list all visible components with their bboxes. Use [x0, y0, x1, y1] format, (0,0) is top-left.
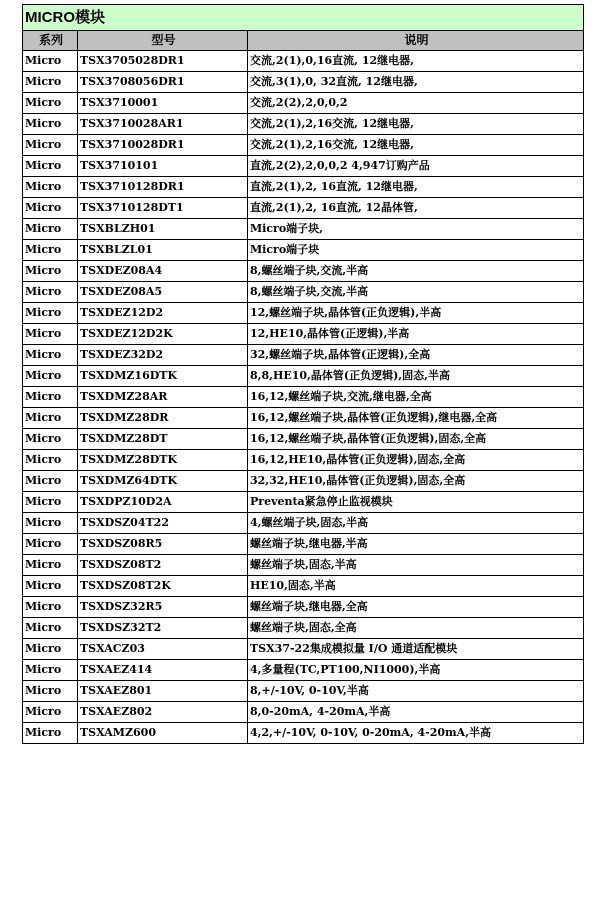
- description-cell: 螺丝端子块,固态,全高: [248, 618, 584, 639]
- model-cell: TSXDEZ12D2: [78, 303, 248, 324]
- description-cell: 32,32,HE10,晶体管(正负逻辑),固态,全高: [248, 471, 584, 492]
- series-cell: Micro: [23, 219, 78, 240]
- series-cell: Micro: [23, 618, 78, 639]
- description-cell: 交流,3(1),0, 32直流, 12继电器,: [248, 72, 584, 93]
- table-row: [23, 135, 584, 156]
- description-cell: 16,12,螺丝端子块,交流,继电器,全高: [248, 387, 584, 408]
- model-cell: TSXDMZ28DT: [78, 429, 248, 450]
- description-cell: 8,+/-10V, 0-10V,半高: [248, 681, 584, 702]
- series-cell: Micro: [23, 492, 78, 513]
- description-cell: 交流,2(1),0,16直流, 12继电器,: [248, 51, 584, 72]
- table-row: [23, 72, 584, 93]
- description-cell: HE10,固态,半高: [248, 576, 584, 597]
- model-cell: TSX3705028DR1: [78, 51, 248, 72]
- table-row: [23, 303, 584, 324]
- series-cell: Micro: [23, 702, 78, 723]
- model-cell: TSX3710028AR1: [78, 114, 248, 135]
- series-cell: Micro: [23, 261, 78, 282]
- description-cell: 交流,2(2),2,0,0,2: [248, 93, 584, 114]
- model-cell: TSXBLZL01: [78, 240, 248, 261]
- title-row: [23, 5, 584, 31]
- table-row: [23, 387, 584, 408]
- table-row: [23, 114, 584, 135]
- model-cell: TSX3710001: [78, 93, 248, 114]
- description-cell: 8,螺丝端子块,交流,半高: [248, 261, 584, 282]
- model-cell: TSXDSZ08T2K: [78, 576, 248, 597]
- description-cell: 32,螺丝端子块,晶体管(正逻辑),全高: [248, 345, 584, 366]
- table-row: [23, 618, 584, 639]
- series-cell: Micro: [23, 408, 78, 429]
- table-row: [23, 597, 584, 618]
- description-cell: 螺丝端子块,固态,半高: [248, 555, 584, 576]
- table-row: [23, 366, 584, 387]
- column-header-description: 说明: [248, 31, 584, 51]
- model-cell: TSX3710028DR1: [78, 135, 248, 156]
- model-cell: TSXAEZ414: [78, 660, 248, 681]
- series-cell: Micro: [23, 324, 78, 345]
- description-cell: 4,2,+/-10V, 0-10V, 0-20mA, 4-20mA,半高: [248, 723, 584, 744]
- model-cell: TSXDSZ32R5: [78, 597, 248, 618]
- model-cell: TSXDSZ04T22: [78, 513, 248, 534]
- model-cell: TSXAMZ600: [78, 723, 248, 744]
- table-row: [23, 51, 584, 72]
- series-cell: Micro: [23, 198, 78, 219]
- table-row: [23, 156, 584, 177]
- description-cell: 16,12,HE10,晶体管(正负逻辑),固态,全高: [248, 450, 584, 471]
- model-cell: TSXDEZ08A4: [78, 261, 248, 282]
- description-cell: 12,螺丝端子块,晶体管(正负逻辑),半高: [248, 303, 584, 324]
- model-cell: TSXDSZ32T2: [78, 618, 248, 639]
- model-cell: TSXAEZ801: [78, 681, 248, 702]
- series-cell: Micro: [23, 240, 78, 261]
- description-cell: 12,HE10,晶体管(正逻辑),半高: [248, 324, 584, 345]
- column-header-model: 型号: [78, 31, 248, 51]
- table-row: [23, 429, 584, 450]
- table-row: [23, 471, 584, 492]
- model-cell: TSX3710128DT1: [78, 198, 248, 219]
- description-cell: Preventa紧急停止监视模块: [248, 492, 584, 513]
- table-row: [23, 639, 584, 660]
- description-cell: 4,螺丝端子块,固态,半高: [248, 513, 584, 534]
- table-title: MICRO模块: [23, 5, 584, 31]
- series-cell: Micro: [23, 387, 78, 408]
- table-row: [23, 555, 584, 576]
- series-cell: Micro: [23, 114, 78, 135]
- series-cell: Micro: [23, 534, 78, 555]
- table-row: [23, 198, 584, 219]
- model-cell: TSX3710128DR1: [78, 177, 248, 198]
- table-row: [23, 723, 584, 744]
- series-cell: Micro: [23, 450, 78, 471]
- series-cell: Micro: [23, 366, 78, 387]
- series-cell: Micro: [23, 681, 78, 702]
- table-row: [23, 282, 584, 303]
- table-row: [23, 177, 584, 198]
- model-cell: TSXDMZ64DTK: [78, 471, 248, 492]
- column-header-series: 系列: [23, 31, 78, 51]
- series-cell: Micro: [23, 177, 78, 198]
- series-cell: Micro: [23, 555, 78, 576]
- table-row: [23, 660, 584, 681]
- table-row: [23, 240, 584, 261]
- table-row: [23, 93, 584, 114]
- series-cell: Micro: [23, 72, 78, 93]
- table-row: [23, 261, 584, 282]
- description-cell: 螺丝端子块,继电器,半高: [248, 534, 584, 555]
- description-cell: 交流,2(1),2,16交流, 12继电器,: [248, 135, 584, 156]
- description-cell: 4,多量程(TC,PT100,NI1000),半高: [248, 660, 584, 681]
- description-cell: 螺丝端子块,继电器,全高: [248, 597, 584, 618]
- series-cell: Micro: [23, 576, 78, 597]
- model-cell: TSX3708056DR1: [78, 72, 248, 93]
- table-row: [23, 702, 584, 723]
- model-cell: TSXDEZ12D2K: [78, 324, 248, 345]
- series-cell: Micro: [23, 135, 78, 156]
- description-cell: Micro端子块: [248, 240, 584, 261]
- model-cell: TSX3710101: [78, 156, 248, 177]
- table-row: [23, 324, 584, 345]
- series-cell: Micro: [23, 639, 78, 660]
- description-cell: 直流,2(2),2,0,0,2 4,947订购产品: [248, 156, 584, 177]
- description-cell: TSX37-22集成模拟量 I/O 通道适配模块: [248, 639, 584, 660]
- description-cell: 8,0-20mA, 4-20mA,半高: [248, 702, 584, 723]
- product-table: [22, 4, 584, 744]
- model-cell: TSXBLZH01: [78, 219, 248, 240]
- model-cell: TSXDMZ28DTK: [78, 450, 248, 471]
- table-row: [23, 345, 584, 366]
- description-cell: 直流,2(1),2, 16直流, 12晶体管,: [248, 198, 584, 219]
- description-cell: 8,螺丝端子块,交流,半高: [248, 282, 584, 303]
- model-cell: TSXDEZ32D2: [78, 345, 248, 366]
- model-cell: TSXDSZ08T2: [78, 555, 248, 576]
- series-cell: Micro: [23, 156, 78, 177]
- description-cell: 16,12,螺丝端子块,晶体管(正负逻辑),固态,全高: [248, 429, 584, 450]
- series-cell: Micro: [23, 93, 78, 114]
- table-row: [23, 408, 584, 429]
- model-cell: TSXDSZ08R5: [78, 534, 248, 555]
- description-cell: 8,8,HE10,晶体管(正负逻辑),固态,半高: [248, 366, 584, 387]
- table-row: [23, 681, 584, 702]
- series-cell: Micro: [23, 660, 78, 681]
- model-cell: TSXAEZ802: [78, 702, 248, 723]
- series-cell: Micro: [23, 303, 78, 324]
- table-row: [23, 513, 584, 534]
- table-row: [23, 576, 584, 597]
- series-cell: Micro: [23, 471, 78, 492]
- model-cell: TSXDMZ16DTK: [78, 366, 248, 387]
- description-cell: Micro端子块,: [248, 219, 584, 240]
- series-cell: Micro: [23, 513, 78, 534]
- series-cell: Micro: [23, 282, 78, 303]
- model-cell: TSXACZ03: [78, 639, 248, 660]
- table-row: [23, 534, 584, 555]
- header-row: [23, 31, 584, 51]
- series-cell: Micro: [23, 597, 78, 618]
- model-cell: TSXDMZ28AR: [78, 387, 248, 408]
- description-cell: 交流,2(1),2,16交流, 12继电器,: [248, 114, 584, 135]
- model-cell: TSXDEZ08A5: [78, 282, 248, 303]
- series-cell: Micro: [23, 723, 78, 744]
- model-cell: TSXDPZ10D2A: [78, 492, 248, 513]
- table-row: [23, 450, 584, 471]
- series-cell: Micro: [23, 51, 78, 72]
- description-cell: 16,12,螺丝端子块,晶体管(正负逻辑),继电器,全高: [248, 408, 584, 429]
- series-cell: Micro: [23, 429, 78, 450]
- series-cell: Micro: [23, 345, 78, 366]
- description-cell: 直流,2(1),2, 16直流, 12继电器,: [248, 177, 584, 198]
- table-row: [23, 492, 584, 513]
- table-row: [23, 219, 584, 240]
- model-cell: TSXDMZ28DR: [78, 408, 248, 429]
